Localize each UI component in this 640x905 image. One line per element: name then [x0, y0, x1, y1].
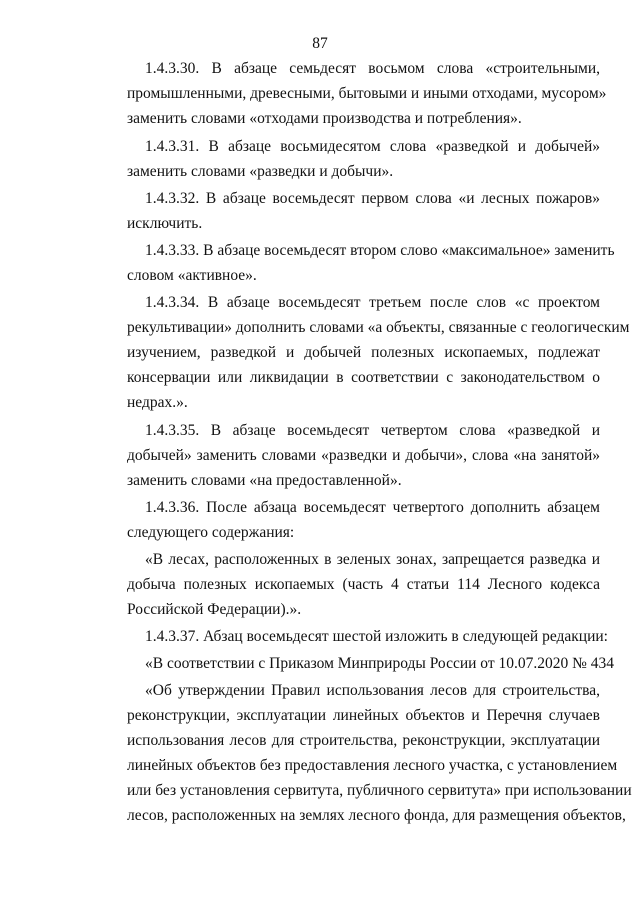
- text-line: «Об утверждении Правил использования лесов для строительства,: [145, 682, 600, 699]
- text-line: линейных объектов без предоставления лесного участка, с установлением: [127, 757, 618, 774]
- text-line: консервации или ликвидации в соответствии с законодательством о: [127, 369, 600, 386]
- text-line: 1.4.3.34. В абзаце восемьдесят третьем после слов «с проектом: [145, 294, 600, 311]
- text-line: 1.4.3.31. В абзаце восьмидесятом слова «разведкой и добычей»: [145, 138, 600, 155]
- text-line: заменить словами «отходами производства и потребления».: [127, 110, 522, 127]
- text-line: 1.4.3.37. Абзац восемьдесят шестой изложить в следующей редакции:: [145, 628, 608, 645]
- text-line: 1.4.3.32. В абзаце восемьдесят первом слова «и лесных пожаров»: [145, 190, 600, 207]
- text-line: 1.4.3.36. После абзаца восемьдесят четвертого дополнить абзацем: [145, 499, 600, 516]
- text-line: изучением, разведкой и добычей полезных ископаемых, подлежат: [127, 344, 600, 361]
- text-line: лесов, расположенных на землях лесного фонда, для размещения объектов,: [127, 807, 626, 824]
- text-line: «В лесах, расположенных в зеленых зонах, запрещается разведка и: [145, 551, 600, 568]
- text-line: следующего содержания:: [127, 524, 295, 541]
- text-line: рекультивации» дополнить словами «а объекты, связанные с геологическим: [127, 319, 630, 336]
- text-line: Российской Федерации).».: [127, 601, 302, 618]
- page-number: 87: [312, 35, 328, 52]
- text-line: «В соответствии с Приказом Минприроды России от 10.07.2020 № 434: [145, 655, 615, 672]
- text-line: словом «активное».: [127, 267, 257, 284]
- text-line: или без установления сервитута, публичного сервитута» при использовании: [127, 782, 632, 799]
- text-line: реконструкции, эксплуатации линейных объектов и Перечня случаев: [127, 707, 600, 724]
- text-line: заменить словами «на предоставленной».: [127, 472, 402, 489]
- text-line: 1.4.3.33. В абзаце восемьдесят втором слово «максимальное» заменить: [145, 242, 615, 259]
- text-line: промышленными, древесными, бытовыми и иными отходами, мусором»: [127, 85, 607, 102]
- text-line: использования лесов для строительства, реконструкции, эксплуатации: [127, 732, 600, 749]
- text-line: добычей» заменить словами «разведки и добычи», слова «на занятой»: [127, 447, 600, 464]
- text-line: исключить.: [127, 215, 203, 232]
- text-line: заменить словами «разведки и добычи».: [127, 163, 394, 180]
- text-line: недрах.».: [127, 394, 188, 411]
- text-line: 1.4.3.35. В абзаце восемьдесят четвертом слова «разведкой и: [145, 422, 600, 439]
- text-line: 1.4.3.30. В абзаце семьдесят восьмом слова «строительными,: [145, 60, 600, 77]
- text-line: добыча полезных ископаемых (часть 4 статьи 114 Лесного кодекса: [127, 576, 600, 593]
